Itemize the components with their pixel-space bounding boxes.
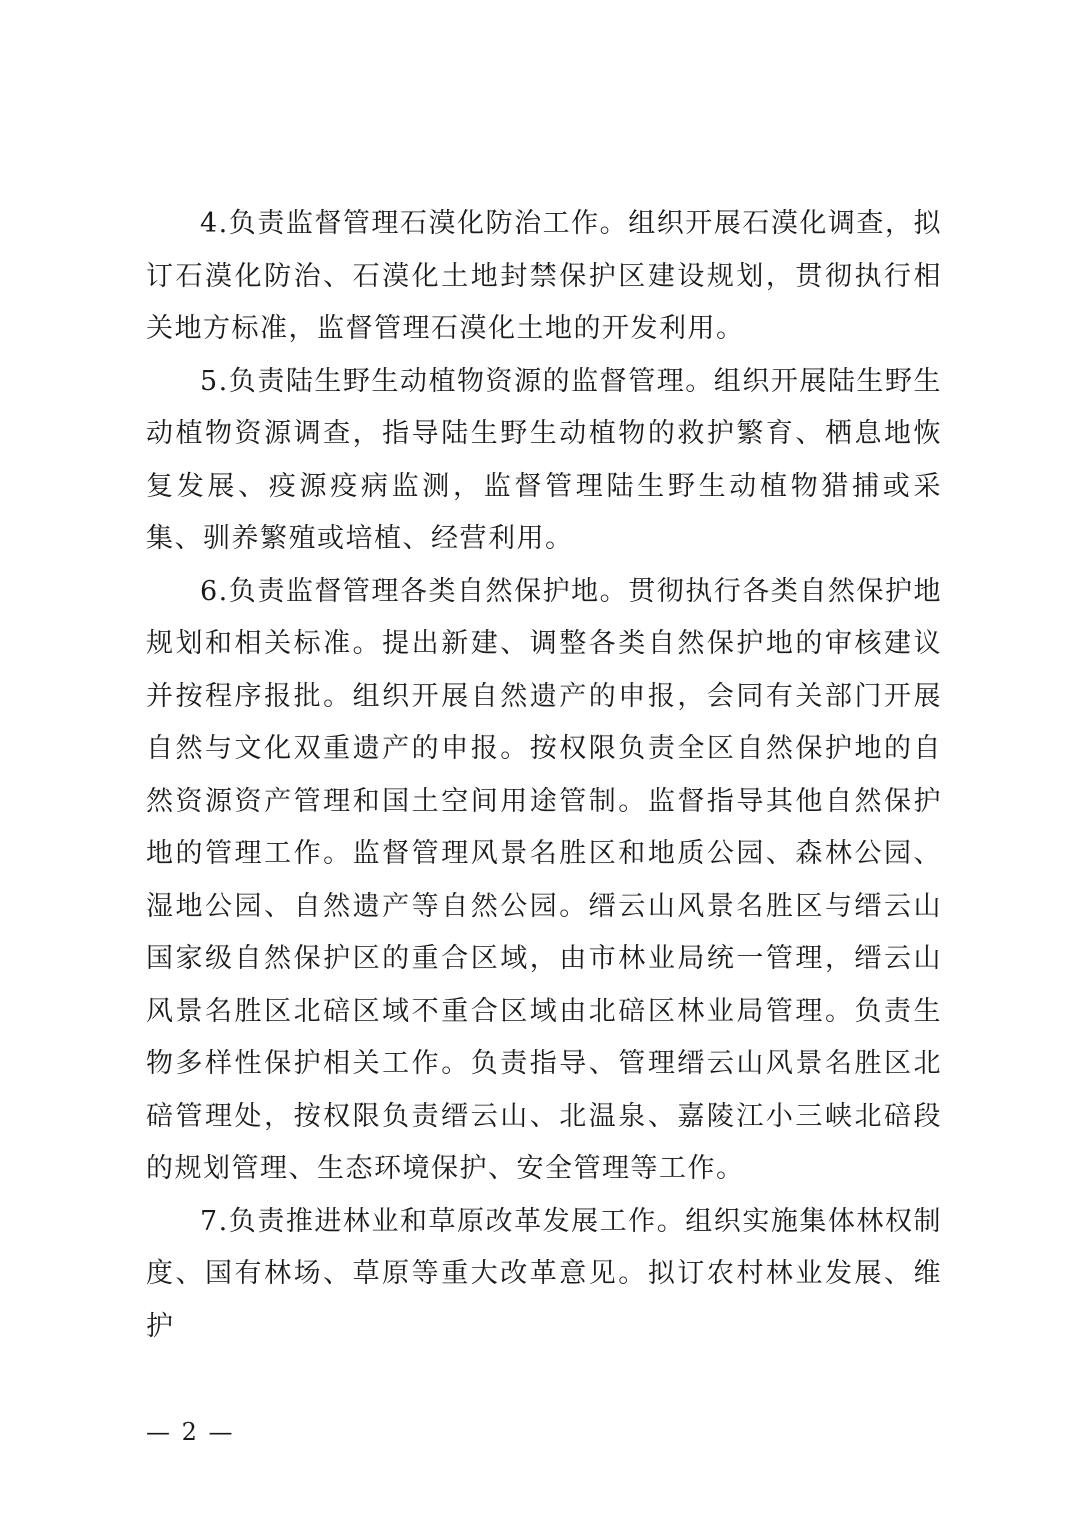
- page-number: — 2 —: [146, 1418, 235, 1446]
- paragraph-item-4: 4.负责监督管理石漠化防治工作。组织开展石漠化调查，拟订石漠化防治、石漠化土地封禁保护区建设规划，贯彻执行相关地方标准，监督管理石漠化土地的开发利用。: [146, 208, 942, 344]
- paragraph-item-6: 6.负责监督管理各类自然保护地。贯彻执行各类自然保护地规划和相关标准。提出新建、调整各类自然保护地的审核建议并按程序报批。组织开展自然遗产的申报，会同有关部门开展自然与文化双重遗产的申报。按权限负责全区自然保护地的自然资源资产管理和国土空间用途管制。监督指导其他自然保护地的管理工作。监督管理风景名胜区和地质公园、森林公园、湿地公园、自然遗产等自然公园。缙云山风景名胜区与缙云山国家级自然保护区的重合区域，由市林业局统一管理，缙云山风景名胜区北碚区域不重合区域由北碚区林业局管理。负责生物多样性保护相关工作。负责指导、管理缙云山风景名胜区北碚管理处，按权限负责缙云山、北温泉、嘉陵江小三峡北碚段的规划管理、生态环境保护、安全管理等工作。: [146, 575, 942, 1184]
- paragraph-item-5: 5.负责陆生野生动植物资源的监督管理。组织开展陆生野生动植物资源调查，指导陆生野生动植物的救护繁育、栖息地恢复发展、疫源疫病监测，监督管理陆生野生动植物猎捕或采集、驯养繁殖或培植、经营利用。: [146, 365, 942, 554]
- paragraph-item-7: 7.负责推进林业和草原改革发展工作。组织实施集体林权制度、国有林场、草原等重大改革意见。拟订农村林业发展、维护: [146, 1205, 942, 1342]
- document-body: [146, 198, 942, 1353]
